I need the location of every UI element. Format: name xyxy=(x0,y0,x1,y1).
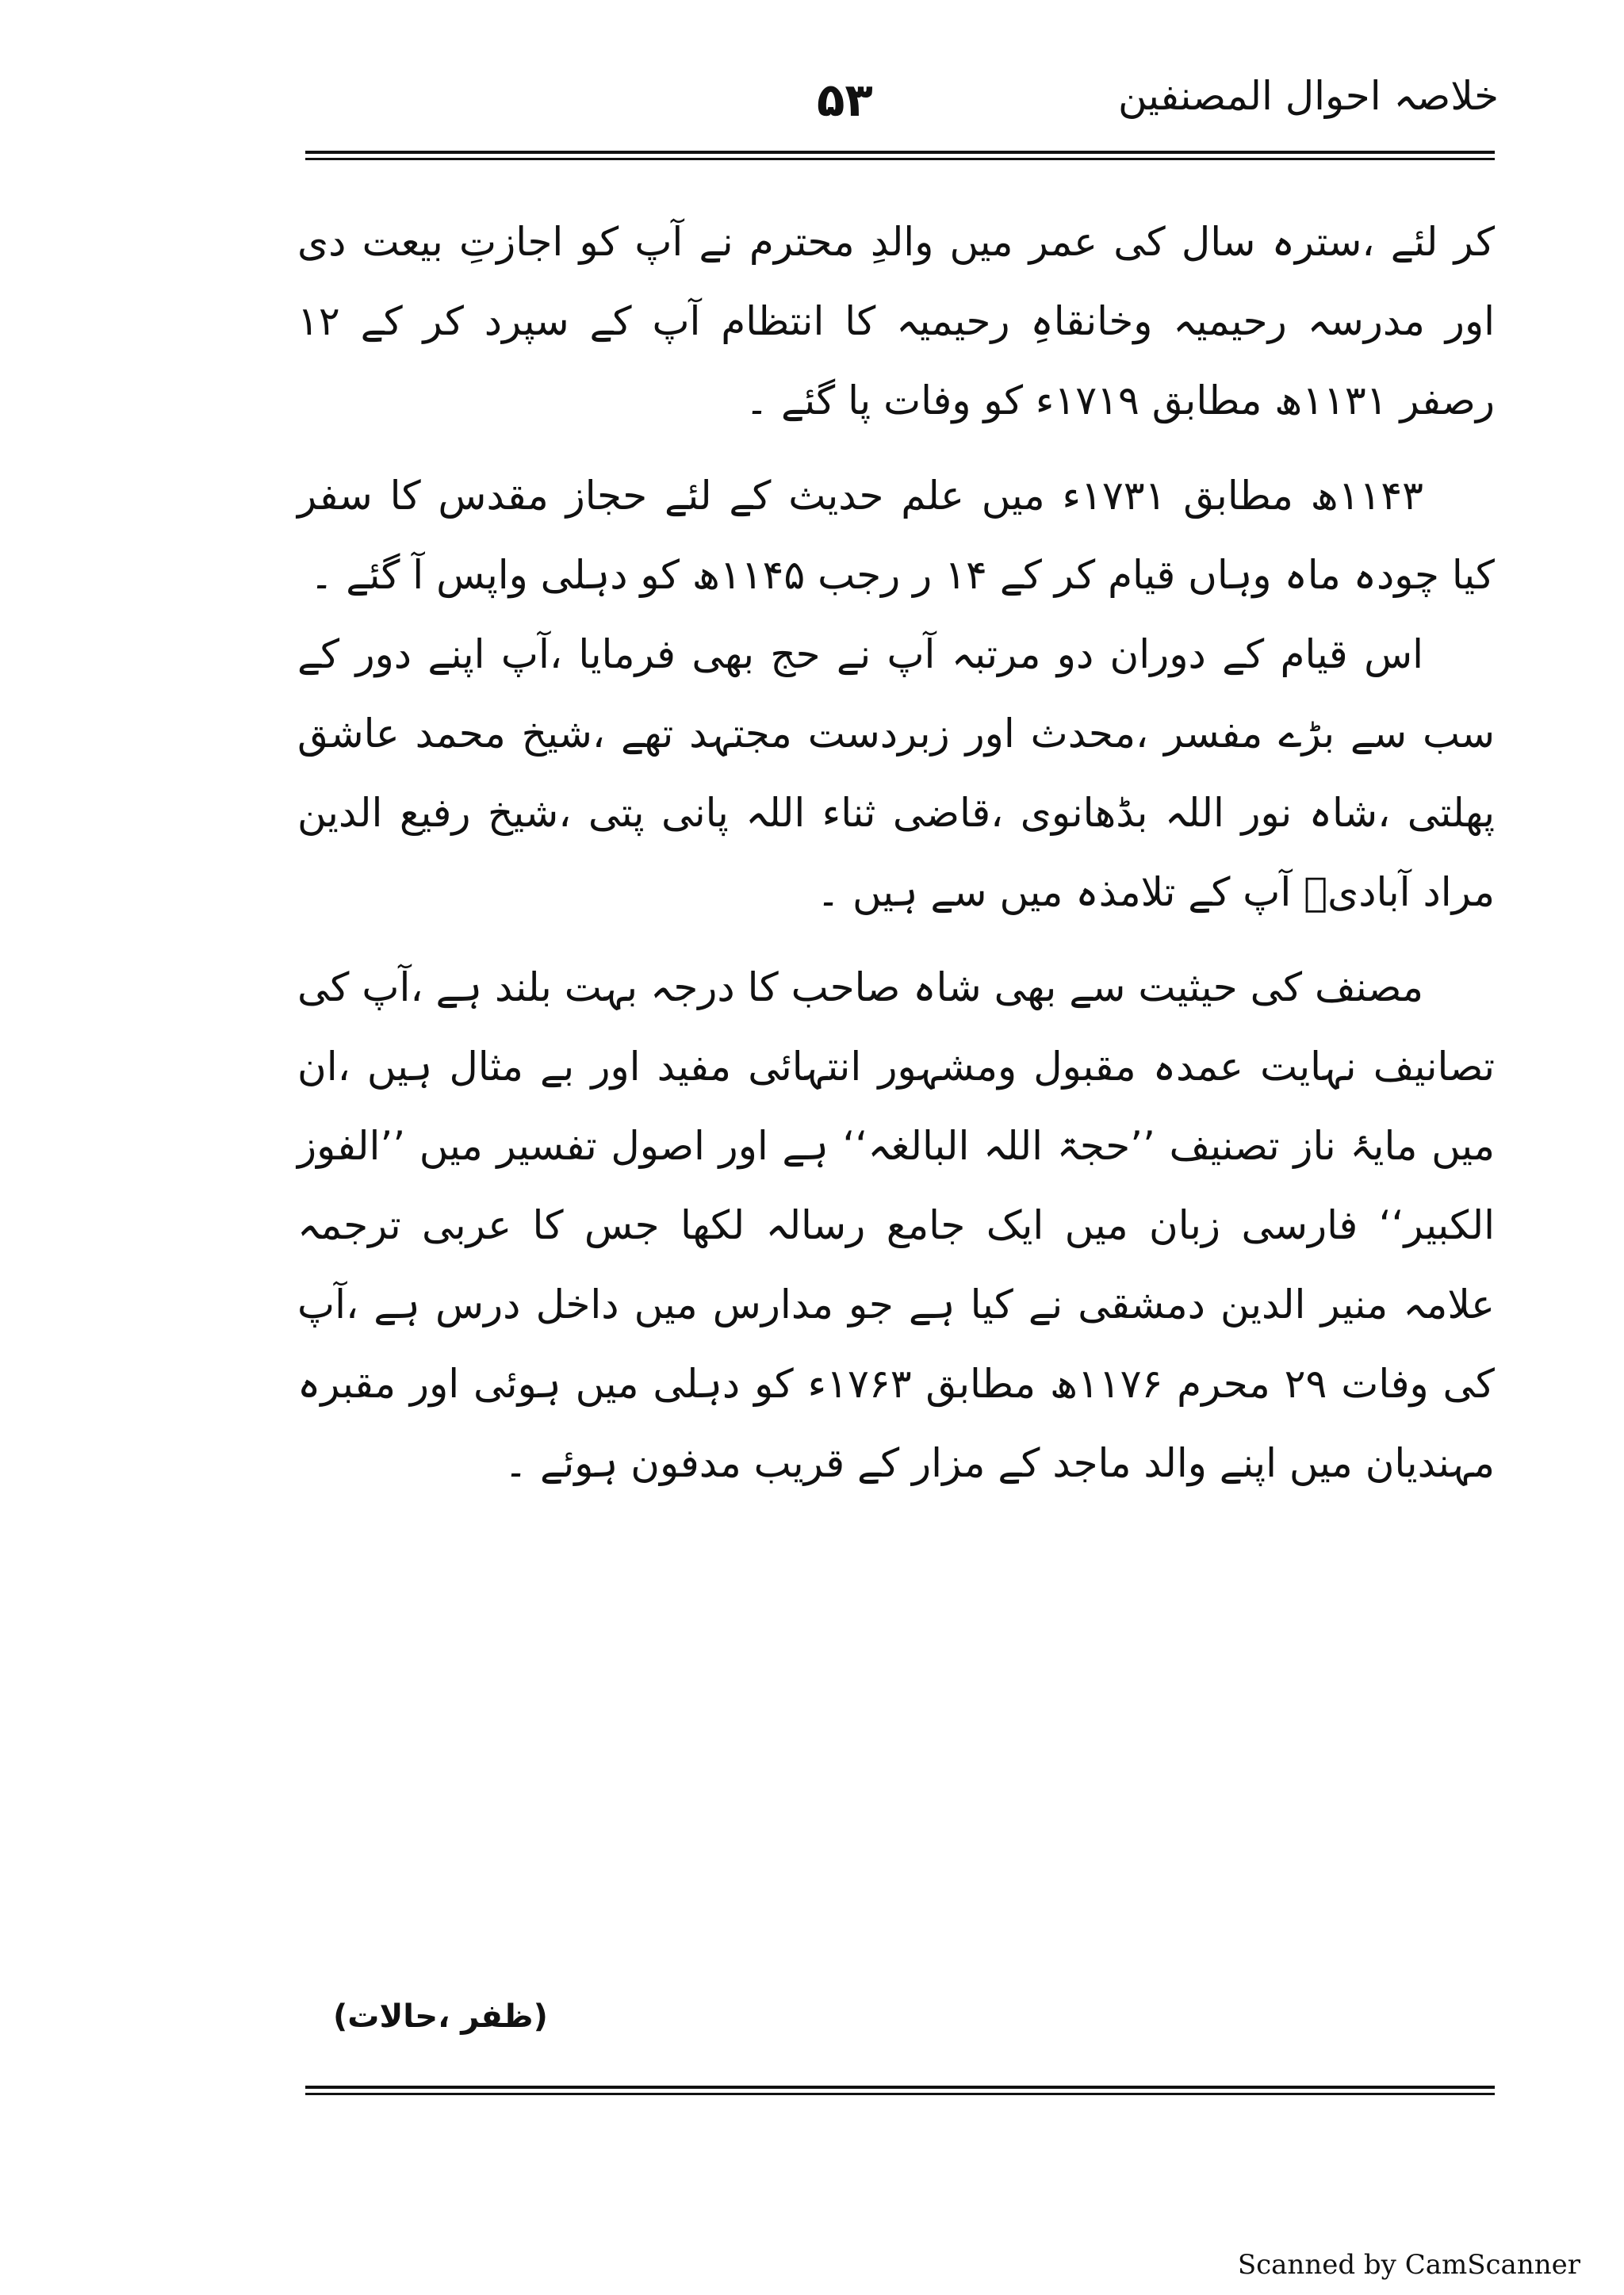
page-header xyxy=(309,73,1499,144)
book-title: خلاصہ احوال المصنفین xyxy=(1117,73,1499,119)
paragraph-3: اس قیام کے دوران دو مرتبہ آپ نے حج بھی فرمایا ،آپ اپنے دور کے سب سے بڑے مفسر ،محدث اور زبردست مجتہد تھے ،شیخ محمد عاشق پھلتی ،شاہ نور اللہ بڈھانوی ،قاضی ثناء اللہ پانی پتی ،شیخ رفیع الدین مراد آبادیؒ آپ کے تلامذہ میں سے ہیں ۔ xyxy=(297,631,1495,915)
paragraph-4: مصنف کی حیثیت سے بھی شاہ صاحب کا درجہ بہت بلند ہے ،آپ کی تصانیف نہایت عمدہ مقبول ومشہور انتہائی مفید اور بے مثال ہیں ،ان میں مایۂ ناز تصنیف ’’حجۃ اللہ البالغہ‘‘ ہے اور اصول تفسیر میں ’’الفوز الکبیر‘‘ فارسی زبان میں ایک جامع رسالہ لکھا جس کا عربی ترجمہ علامہ منیر الدین دمشقی نے کیا ہے جو مدارس میں داخل درس ہے ،آپ کی وفات ۲۹ محرم ۱۱۷۶ھ مطابق ۱۷۶۳ء کو دہلی میں ہوئی اور مقبرہ مہندیان میں اپنے والد ماجد کے مزار کے قریب مدفون ہوئے ۔ xyxy=(297,964,1495,1486)
header-divider xyxy=(305,151,1495,160)
footer-divider xyxy=(305,2086,1495,2095)
body-text xyxy=(297,202,1495,1503)
source-citation: (ظفر ،حالات) xyxy=(333,1998,548,2035)
paragraph-2: ۱۱۴۳ھ مطابق ۱۷۳۱ء میں علم حدیث کے لئے حجاز مقدس کا سفر کیا چودہ ماہ وہاں قیام کر کے ۱۴ ر رجب ۱۱۴۵ھ کو دہلی واپس آ گئے ۔ xyxy=(297,473,1495,598)
scanner-watermark: Scanned by CamScanner xyxy=(1237,2249,1580,2281)
page-number: ۵۳ xyxy=(817,73,873,127)
paragraph-1: کر لئے ،سترہ سال کی عمر میں والدِ محترم نے آپ کو اجازتِ بیعت دی اور مدرسہ رحیمیہ وخانقاہِ رحیمیہ کا انتظام آپ کے سپرد کر کے ۱۲ رصفر ۱۱۳۱ھ مطابق ۱۷۱۹ء کو وفات پا گئے ۔ xyxy=(297,219,1495,423)
